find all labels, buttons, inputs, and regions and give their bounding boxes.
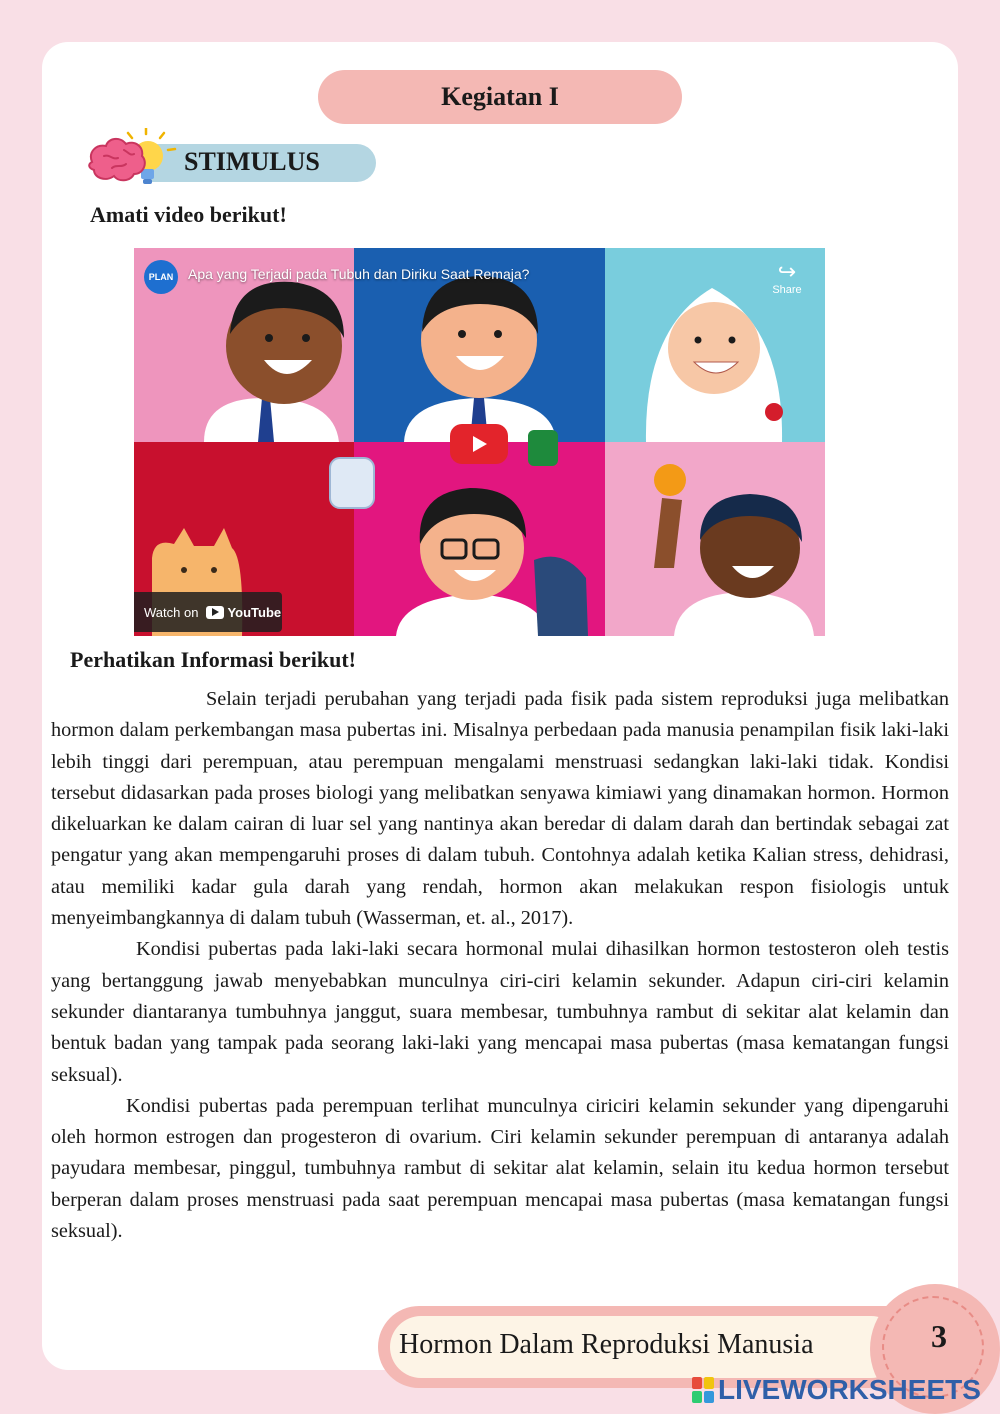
paragraph-1: Selain terjadi perubahan yang terjadi pada fisik pada sistem reproduksi juga melibatkan hormon dalam perkembangan masa pubertas ini. Misalnya perbedaan pada manusia penampilan fisik laki-laki lebih tinggi dari perempuan, atau perempuan mengalami menstruasi sedangkan laki-laki tidak. Kondisi tersebut didasarkan pada proses biologi yang melibatkan senyawa kimiawi yang dinamakan hormon. Hormon dikeluarkan ke dalam cairan di luar sel yang nantinya akan beredar di dalam darah dan bertindak sebagai zat pengatur yang akan mempengaruhi proses di dalam tubuh. Contohnya adalah ketika Kalian stress, dehidrasi, atau memiliki kadar gula darah yang rendah, hormon akan melakukan respon fisiologis untuk menyeimbangkannya di dalam tubuh (Wasserman, et. al., 2017). — [51, 688, 949, 930]
share-label: Share — [772, 284, 802, 296]
info-paragraphs — [51, 684, 949, 1247]
youtube-label: YouTube — [227, 604, 282, 620]
info-instruction: Perhatikan Informasi berikut! — [70, 647, 356, 672]
youtube-logo — [206, 605, 281, 620]
paragraph-2: Kondisi pubertas pada laki-laki secara hormonal mulai dihasilkan hormon testosteron oleh testis yang bertanggung jawab menyebabkan munculnya ciri-ciri kelamin sekunder. Adapun ciri-ciri kelamin sekunder diantaranya tumbuhnya janggut, suara membesar, tumbuhnya rambut di sekitar alat kelamin dan bentuk badan yang tampak pada seorang laki-laki yang mencapai masa pubertas (masa kematangan fungsi seksual). — [51, 938, 949, 1086]
youtube-play-icon — [206, 606, 224, 619]
brain-lightbulb-icon — [86, 128, 182, 194]
watch-on-youtube-button[interactable] — [134, 592, 282, 632]
watch-on-label: Watch on — [144, 604, 199, 620]
share-button[interactable] — [765, 260, 809, 296]
stimulus-label: STIMULUS — [184, 147, 320, 176]
video-title[interactable]: Apa yang Terjadi pada Tubuh dan Diriku Saat Remaja? — [188, 266, 530, 282]
liveworksheets-brand: LIVEWORKSHEETS — [718, 1374, 981, 1405]
play-icon — [469, 434, 489, 454]
page-number: 3 — [931, 1318, 947, 1354]
liveworksheets-icon — [692, 1377, 714, 1403]
activity-title-text: Kegiatan I — [441, 82, 559, 111]
share-icon: ↪ — [777, 259, 797, 284]
channel-logo[interactable]: PLAN — [144, 260, 178, 294]
activity-title — [318, 70, 682, 124]
paragraph-3: Kondisi pubertas pada perempuan terlihat munculnya ciriciri kelamin sekunder yang dipengaruhi oleh hormon estrogen dan progesteron di ovarium. Ciri kelamin sekunder perempuan di antaranya adalah payudara membesar, pinggul, tumbuhnya rambut di sekitar alat kelamin, selain itu kedua hormon tersebut berperan dalam proses menstruasi pada saat perempuan mencapai masa pubertas (masa kematangan fungsi seksual). — [51, 1094, 949, 1243]
chapter-title: Hormon Dalam Reproduksi Manusia — [399, 1329, 814, 1360]
video-player[interactable] — [134, 248, 825, 636]
play-button[interactable] — [450, 424, 508, 464]
liveworksheets-logo[interactable] — [692, 1374, 981, 1406]
video-instruction: Amati video berikut! — [90, 202, 287, 227]
